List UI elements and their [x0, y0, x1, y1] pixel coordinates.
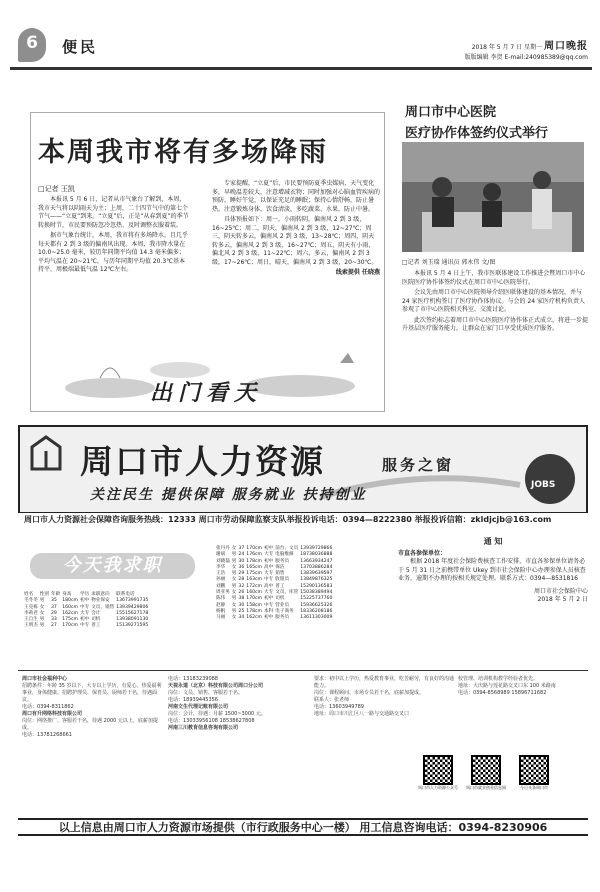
- ads-divider: [18, 670, 588, 671]
- ad-company: 周口市社会福利中心: [22, 676, 68, 682]
- hospital-story-body: [402, 270, 590, 336]
- ad-column-3: [314, 676, 454, 718]
- table-row: [216, 615, 334, 621]
- table-cell: 男: [39, 598, 45, 604]
- table-cell: 15038389494: [300, 590, 333, 596]
- ad-text: 地址：大庆路与莲花路交叉口东 100 米路南: [458, 683, 556, 689]
- table-cell: 13703886284: [300, 564, 333, 570]
- weather-section-title: 出门看天: [150, 380, 263, 406]
- notice-box: [398, 538, 588, 605]
- table-cell: 18738036888: [300, 552, 333, 558]
- table-header: 性别: [39, 592, 49, 597]
- table-cell: 160cm: [246, 590, 263, 596]
- table-cell: 电子商务: [275, 608, 294, 614]
- table-cell: 大专: [79, 610, 90, 616]
- table-cell: 刘鹏: [216, 583, 226, 589]
- cloud-icon: [65, 378, 155, 398]
- hr-hotline: 周口市人力资源社会保障咨询服务热线：12333 周口市劳动保障监察支队举报投诉电话：0394—8222380 举报投诉信箱：zkldjcjb@163.com: [18, 512, 588, 525]
- hospital-story-byline: □记者 刘玉瑞 通讯员 郭永伟 文/图: [402, 259, 496, 266]
- table-cell: 初中: [264, 546, 274, 551]
- notice-title: 通 知: [483, 537, 503, 546]
- table-cell: 男: [231, 596, 237, 602]
- hr-banner-title: 周口市人力资源: [80, 442, 325, 481]
- table-cell: 高中: [264, 564, 274, 570]
- table-cell: 13673991735: [116, 598, 149, 604]
- notice-salutation: 市直各参保单位：: [398, 549, 447, 557]
- table-cell: 司机: [275, 596, 285, 602]
- ad-text: 岗位：课程顾问、市场专员若干名，底薪加提成。: [314, 690, 425, 696]
- ad-phone: 电话：13033956108 18538627808: [168, 718, 255, 724]
- table-cell: 王克栋: [24, 604, 38, 610]
- table-cell: 25: [238, 608, 245, 614]
- table-cell: 前台、文员: [275, 546, 299, 551]
- table-cell: 服务员: [275, 615, 290, 621]
- table-cell: 女: [231, 577, 237, 583]
- jobs-table-left: [24, 592, 150, 630]
- table-cell: 36: [238, 564, 245, 570]
- table-cell: 高中: [264, 583, 274, 589]
- today-jobs-banner: 今天我求职: [30, 553, 195, 579]
- table-cell: 15936625326: [300, 602, 333, 608]
- table-row: [24, 598, 150, 604]
- table-cell: 销售: [275, 571, 285, 577]
- table-cell: 30: [238, 602, 245, 608]
- paragraph: 会议先由周口市中心医院领导介绍医联体建设的基本情况，并与 24 家医疗机构签订了医疗协作体协议。与会的 24 家医疗机构负责人参观了市中心医院相关科室，交流讨论。: [402, 289, 585, 313]
- section-name: 便民: [62, 38, 99, 56]
- table-cell: 30: [238, 558, 245, 564]
- table-cell: 初中: [264, 615, 274, 621]
- ad-phone: 电话：18939445356: [168, 697, 218, 703]
- qr-code-icon: [423, 755, 453, 785]
- table-cell: 163cm: [246, 577, 263, 583]
- table-cell: 大专: [264, 571, 274, 577]
- ad-text: 联系人：张老师: [314, 697, 350, 703]
- table-cell: 女: [231, 602, 237, 608]
- table-cell: 13849876325: [300, 577, 333, 583]
- hr-banner-subtitle: 服务之窗: [382, 456, 455, 474]
- notice-date: 2018 年 5 月 2 日: [537, 596, 588, 603]
- table-cell: 普工: [275, 583, 285, 589]
- table-header: 姓名: [24, 592, 34, 597]
- table-cell: 会计: [91, 610, 101, 616]
- ad-column-1: [22, 676, 162, 739]
- table-cell: 180cm: [62, 598, 78, 604]
- table-cell: 文员、销售: [91, 604, 115, 610]
- table-cell: 170cm: [246, 546, 263, 551]
- table-cell: 男: [231, 608, 237, 614]
- ad-company: 河南三川教育信息咨询有限公司: [168, 725, 239, 731]
- table-cell: 女: [231, 564, 237, 570]
- qr-code-icon: [519, 755, 549, 785]
- ad-company: 天视永道（北京）科技有限公司周口分公司: [168, 683, 264, 689]
- table-cell: 王自生: [24, 617, 38, 623]
- table-cell: 24: [238, 552, 245, 558]
- table-cell: 王浩: [216, 571, 226, 577]
- table-cell: 28: [238, 577, 245, 583]
- table-cell: 初中: [264, 596, 274, 602]
- paragraph: 本报讯 5 月 4 日上午，我市医联体建设工作推进会暨周口市中心医院医疗协作体签约仪式在周口市中心医院举行。: [402, 270, 586, 286]
- table-cell: 中专: [264, 602, 274, 608]
- table-cell: 170cm: [62, 623, 78, 629]
- table-cell: 物业保安: [91, 598, 110, 604]
- table-cell: 女: [39, 604, 45, 610]
- table-cell: 35: [51, 598, 57, 604]
- table-cell: 37: [238, 546, 245, 551]
- table-row: [24, 605, 150, 611]
- notice-signature: 周口市社会保险中心: [533, 587, 588, 595]
- table-cell: 电脑维修: [275, 552, 294, 558]
- table-row: [216, 552, 334, 558]
- paragraph: 具体预报如下：周一，小雨转阴，偏南风 2 到 3 级，16~25℃；周二，阴天，偏南风 2 到 3 级，12~27℃；周三，阴天转多云，偏南风 2 到 3 级，13~28℃；周四，阴天转多云，偏南风 2 到 3 级，16~27℃；周五，阴天有小雨，偏北风 2 到 3 级，11~22℃；周六，多云，偏南风 2 到 3 级，17~26℃；周日，晴天，偏南风 2 到 3 级，20~30℃。: [212, 216, 378, 266]
- ad-text: 校管理、培训机构教学经验者优先。: [458, 676, 539, 682]
- table-cell: 女: [231, 615, 237, 621]
- table-header: 学历: [79, 592, 90, 597]
- ad-phone: 电话：13603949789: [314, 704, 364, 710]
- rain-story-column-2: [212, 180, 380, 278]
- header-rule: [10, 67, 592, 70]
- issue-date: 2018 年 5 月 7 日 星期一: [471, 44, 543, 51]
- table-cell: 男: [39, 623, 45, 629]
- table-cell: 15139271595: [116, 623, 149, 629]
- ad-company: 周口有升网络科技有限公司: [22, 711, 83, 717]
- table-cell: 13663934247: [300, 558, 333, 564]
- table-cell: 女: [231, 546, 237, 551]
- table-header: 身高: [62, 592, 72, 597]
- table-row: [216, 577, 334, 583]
- table-cell: 服务员: [275, 558, 290, 564]
- table-cell: 女: [39, 610, 45, 616]
- table-cell: 26: [238, 590, 245, 596]
- table-cell: 33: [51, 617, 57, 623]
- ad-phone: 电话：0394-8568989 15896711682: [458, 690, 547, 696]
- table-cell: 178cm: [246, 558, 263, 564]
- rain-drop-icon: [100, 368, 120, 378]
- table-cell: 中专: [79, 604, 90, 610]
- table-cell: 男: [231, 558, 237, 564]
- table-cell: 162cm: [62, 610, 78, 616]
- ad-phone: 电话：13781268661: [22, 732, 72, 738]
- table-cell: 保洁: [275, 564, 285, 570]
- table-cell: 初中: [264, 558, 274, 564]
- table-cell: 马丽: [216, 615, 226, 621]
- ad-phone: 电话：13183239088: [168, 676, 218, 682]
- table-cell: 王明杰: [24, 623, 38, 629]
- qr-code-item[interactable]: [466, 755, 506, 790]
- table-cell: 中专: [264, 577, 274, 583]
- qr-code-icon: [471, 755, 501, 785]
- table-cell: 谢斌: [216, 552, 226, 558]
- table-cell: 172cm: [246, 583, 263, 589]
- table-cell: 本科: [264, 608, 274, 614]
- table-header: 联系电话: [116, 592, 135, 597]
- table-row: [24, 623, 150, 629]
- table-cell: 陈伟: [216, 596, 226, 602]
- table-cell: 男: [231, 583, 237, 589]
- ad-text: 岗位：文员、销售、客服若干名。: [168, 690, 244, 696]
- table-cell: 周亚男: [216, 590, 230, 596]
- table-cell: 大专: [264, 552, 274, 558]
- table-cell: 文员、库管: [275, 590, 299, 596]
- rain-story-column-1: [38, 196, 190, 277]
- header-info: [465, 42, 588, 63]
- ad-text: 岗位：网络推广、客服若干名，待遇 2000 元以上，底薪加提成。: [22, 718, 158, 731]
- paper-logo: 周口晚报: [544, 41, 588, 52]
- table-cell: 李华: [216, 564, 226, 570]
- paragraph: 专家提醒，“立夏”后，市民要预防夏季虫媒病，天气变化多，早晚温差较大，注意增减衣物；同时加强对心脑血管疾病的预防，睡好午觉，以保证充足的睡眠；保持心情舒畅，防止暑热，注意锻炼身体，饮食清淡，多吃蔬菜、水果，防止中暑。: [212, 180, 381, 213]
- qr-label: 今日头条周口市: [520, 785, 548, 790]
- table-cell: 175cm: [246, 571, 263, 577]
- ad-text: 招聘条件：年龄 35 岁以下，大专以上学历，有爱心、热爱福利事业，身体健康。招聘护理员、保育员、厨师若干名，待遇面议。: [22, 683, 162, 703]
- table-cell: 37: [51, 604, 57, 610]
- table-cell: 男: [231, 552, 237, 558]
- ad-company: 河南文生代理记账有限公司: [168, 704, 229, 710]
- qr-code-item[interactable]: [514, 755, 554, 790]
- table-cell: 29: [238, 571, 245, 577]
- table-cell: 收银员: [275, 577, 290, 583]
- jobs-table-right: [216, 546, 334, 622]
- qr-label: 周口市就业创业信息网: [466, 785, 506, 790]
- hr-banner-slogan: 关注民生 提供保障 服务就业 扶持创业: [90, 487, 367, 503]
- table-cell: 初中: [79, 617, 90, 623]
- table-cell: 29: [51, 610, 57, 616]
- table-cell: 13939729866: [300, 546, 333, 551]
- table-cell: 15225737760: [300, 596, 333, 602]
- umbrella-icon: [340, 353, 354, 363]
- ad-text: 要求：初中以上学历，热爱教育事业，吃苦耐劳，有良好的沟通能力。: [314, 676, 455, 689]
- notice-body: 根据 2018 年度社会保险费核查工作安排，市直各参保单位请务必于 5 月 31 日之前携带单位 Ukey 到市社会保险中心办理参保人员核查业务，逾期不办理的按相关规定处理。联系方式：0394—8531816: [398, 558, 586, 582]
- table-row: [216, 559, 334, 565]
- photo-illustration: [402, 142, 584, 252]
- hospital-headline-line1: 周口市中心医院: [405, 105, 497, 120]
- table-cell: 15515627178: [116, 610, 149, 616]
- table-cell: 13839639597: [300, 571, 333, 577]
- table-cell: 刘晓磊: [216, 558, 230, 564]
- table-cell: 司机: [91, 617, 101, 623]
- table-cell: 175cm: [62, 617, 78, 623]
- table-cell: 普工: [91, 623, 101, 629]
- table-cell: 女: [231, 590, 237, 596]
- table-header: 年龄: [51, 592, 61, 597]
- paragraph: 此次签约标志着周口市中心医院医疗协作体正式成立，将进一步提升基层医疗服务能力，让群众在家门口享受优质医疗服务。: [402, 316, 589, 332]
- table-cell: 男: [39, 617, 45, 623]
- table-cell: 162cm: [246, 615, 263, 621]
- qr-code-group: [418, 755, 554, 790]
- table-cell: 165cm: [246, 564, 263, 570]
- ad-phone: 电话：0394-8311862: [22, 704, 74, 710]
- ad-column-2: [168, 676, 308, 732]
- table-cell: 178cm: [246, 608, 263, 614]
- table-cell: 15290136583: [300, 583, 333, 589]
- table-cell: 18336208186: [300, 608, 333, 614]
- table-cell: 大专: [264, 590, 274, 596]
- table-cell: 毛冬冬: [24, 598, 38, 604]
- table-cell: 张丹丹: [216, 546, 230, 551]
- table-cell: 27: [51, 623, 57, 629]
- table-cell: 38: [238, 596, 245, 602]
- rain-story-byline: □记者 王凯: [38, 185, 75, 193]
- table-cell: 160cm: [62, 604, 78, 610]
- jobs-ball-icon: [525, 454, 575, 504]
- table-cell: 170cm: [246, 596, 263, 602]
- hospital-headline-line2: 医疗协作体签约仪式举行: [405, 126, 549, 141]
- rain-story-headline: 本周我市将有多场降雨: [38, 137, 328, 168]
- table-cell: 13611303009: [300, 615, 333, 621]
- table-cell: 中专: [79, 623, 90, 629]
- editor-email: E-mail:240985389@qq.com: [504, 54, 588, 61]
- table-cell: 34: [238, 615, 245, 621]
- table-row: [216, 596, 334, 602]
- table-cell: 男: [231, 571, 237, 577]
- page-number-badge: 6: [18, 28, 46, 62]
- qr-label: 周口市人力资源公众号: [418, 785, 458, 790]
- ad-text: 地址：周口市川汇区八一路与交通路交叉口: [314, 711, 410, 717]
- footer-info-bar: 以上信息由周口市人力资源市场提供（市行政服务中心一楼） 用工信息咨询电话：0394-8230906: [18, 818, 588, 836]
- table-cell: 赵静: [216, 602, 226, 608]
- table-cell: 李莉君: [24, 610, 38, 616]
- table-cell: 营业员: [275, 602, 290, 608]
- qr-code-item[interactable]: [418, 755, 458, 790]
- signing-ceremony-photo: [402, 142, 584, 252]
- table-cell: 孙丽: [216, 577, 226, 583]
- source-credit: 线索提供 任晓燕: [335, 269, 380, 276]
- table-cell: 初中: [79, 598, 90, 604]
- table-cell: 杨帆: [216, 608, 226, 614]
- table-cell: 13939429806: [116, 604, 149, 610]
- table-header: 求职意向: [91, 592, 110, 597]
- table-cell: 32: [238, 583, 245, 589]
- paragraph: 本报讯 5 月 6 日，记者从市气象台了解到，本周，我市天气将以阴雨天为主；上周，二十四节气中的第七个节气——“立夏”到来。“立夏”后，正是“从春到夏”的季节转换时节，市民要预防忽冷忽热、及时调整衣服着装。: [38, 196, 189, 229]
- ad-text: 岗位：会计，待遇：月薪 1500~3000 元。: [168, 711, 266, 717]
- ad-column-4: [458, 676, 598, 697]
- paragraph: 据市气象台统计，本周，我市将有多场降水，且几乎每天都有 2 到 3 级的偏南风出现。本周，我市降水量在 10.0~25.0 毫米，较历年同期平均值 14.3 毫米偏多；平均气温在 20~21℃，与历年同期平均值 20.3℃基本持平，周极端最低气温 12℃左右。: [38, 232, 189, 273]
- table-cell: 13938091130: [116, 617, 149, 623]
- editor-credit: 版版编辑 李贺: [464, 54, 503, 61]
- table-cell: 176cm: [246, 552, 263, 558]
- table-cell: 158cm: [246, 602, 263, 608]
- jobs-badge: JOBS: [531, 480, 556, 490]
